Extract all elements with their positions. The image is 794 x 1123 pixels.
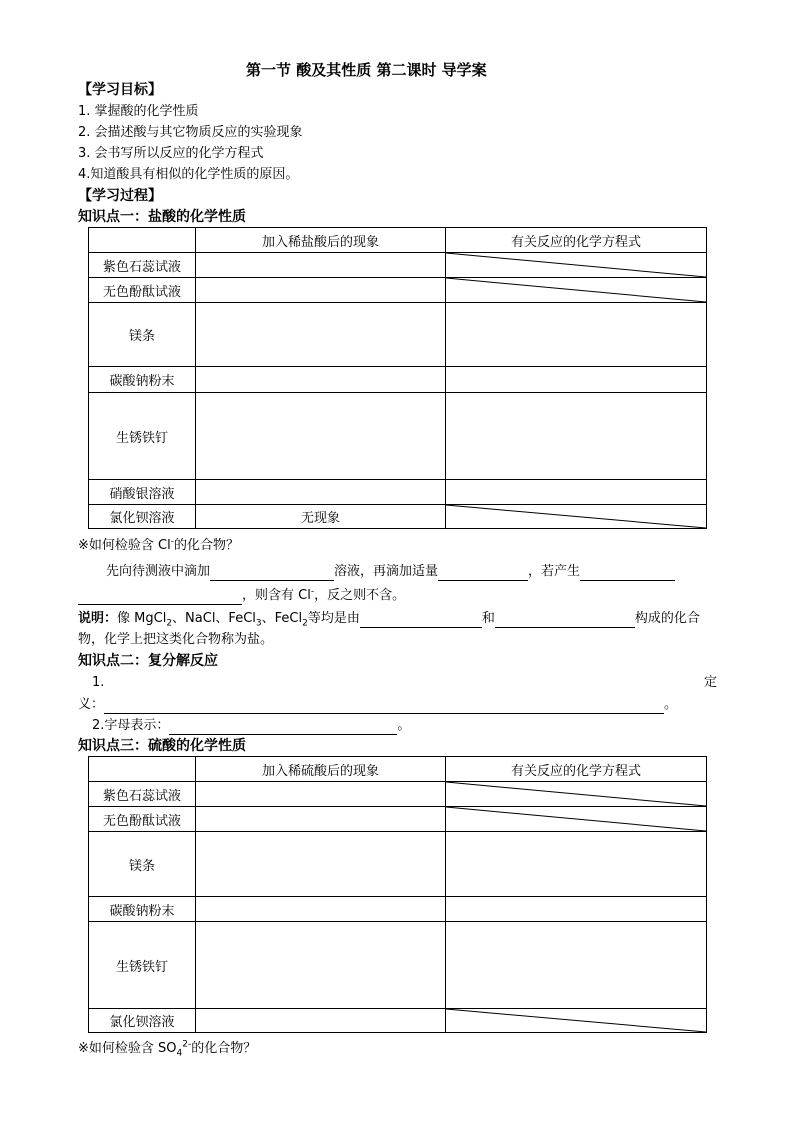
goal-item: 4.知道酸具有相似的化学性质的原因。 [78, 167, 299, 182]
equation-cell [446, 832, 707, 897]
fill-blank[interactable] [580, 566, 675, 581]
table-corner [89, 228, 196, 253]
kp3-title: 知识点三：硫酸的化学性质 [78, 738, 246, 754]
observation-cell [196, 303, 446, 367]
row-label: 碳酸钠粉末 [89, 897, 196, 922]
goal-item: 3. 会书写所以反应的化学方程式 [78, 146, 264, 161]
equation-cell [446, 393, 707, 480]
observation-cell [196, 480, 446, 505]
letter-representation: 2.字母表示： 。 [92, 718, 411, 733]
column-header: 加入稀硫酸后的现象 [196, 757, 446, 782]
column-header: 加入稀盐酸后的现象 [196, 228, 446, 253]
equation-cell [446, 480, 707, 505]
observation-cell [196, 278, 446, 303]
definition-char: 定 [704, 675, 718, 690]
row-label: 碳酸钠粉末 [89, 367, 196, 393]
observation-cell [196, 367, 446, 393]
fill-blank[interactable] [78, 590, 242, 605]
fill-blank[interactable] [210, 566, 334, 581]
row-label: 镁条 [89, 303, 196, 367]
equation-cell [446, 367, 707, 393]
row-label: 生锈铁钉 [89, 393, 196, 480]
observation-cell [196, 807, 446, 832]
cl-test-line2: ，则含有 Cl-，反之则不含。 [78, 587, 405, 605]
fill-blank[interactable] [360, 613, 482, 628]
row-label: 紫色石蕊试液 [89, 253, 196, 278]
process-header: 【学习过程】 [78, 188, 162, 204]
observation-cell [196, 832, 446, 897]
fill-blank[interactable] [438, 566, 528, 581]
cl-test-question: ※如何检验含 Cl-的化合物？ [78, 536, 239, 553]
observation-cell: 无现象 [196, 505, 446, 529]
row-label: 氯化钡溶液 [89, 505, 196, 529]
definition-number: 1. [92, 675, 105, 690]
column-header: 有关反应的化学方程式 [446, 228, 707, 253]
equation-cell [446, 897, 707, 922]
definition-line: 义： 。 [78, 697, 678, 712]
goals-header: 【学习目标】 [78, 82, 162, 98]
crossed-out-cell [446, 253, 707, 278]
crossed-out-cell [446, 1009, 707, 1033]
row-label: 无色酚酞试液 [89, 807, 196, 832]
crossed-out-cell [446, 782, 707, 807]
observation-cell [196, 922, 446, 1009]
row-label: 氯化钡溶液 [89, 1009, 196, 1033]
crossed-out-cell [446, 505, 707, 529]
salt-note-line1: 说明：像 MgCl$_2$、NaCl、FeCl$_3$、FeCl$_2$等均是由 和 构成的化合 [78, 611, 700, 629]
kp1-title: 知识点一：盐酸的化学性质 [78, 209, 246, 225]
crossed-out-cell [446, 807, 707, 832]
fill-blank[interactable] [169, 720, 397, 735]
observation-cell [196, 393, 446, 480]
kp2-title: 知识点二：复分解反应 [78, 653, 218, 669]
salt-note-line2: 物，化学上把这类化合物称为盐。 [78, 632, 274, 647]
observation-cell [196, 782, 446, 807]
row-label: 生锈铁钉 [89, 922, 196, 1009]
equation-cell [446, 922, 707, 1009]
row-label: 镁条 [89, 832, 196, 897]
hcl-table [88, 227, 707, 529]
fill-blank[interactable] [495, 613, 635, 628]
row-label: 紫色石蕊试液 [89, 782, 196, 807]
observation-cell [196, 1009, 446, 1033]
goal-item: 2. 会描述酸与其它物质反应的实验现象 [78, 125, 303, 140]
h2so4-table [88, 756, 707, 1033]
so4-test-question: ※如何检验含 $SO_4^{2-}$的化合物？ [78, 1039, 257, 1059]
cl-test-line1: 先向待测液中滴加 溶液，再滴加适量 ，若产生 [106, 563, 675, 581]
crossed-out-cell [446, 278, 707, 303]
observation-cell [196, 897, 446, 922]
column-header: 有关反应的化学方程式 [446, 757, 707, 782]
row-label: 无色酚酞试液 [89, 278, 196, 303]
page-title: 第一节 酸及其性质 第二课时 导学案 [246, 61, 487, 79]
table-corner [89, 757, 196, 782]
observation-cell [196, 253, 446, 278]
fill-blank[interactable] [104, 699, 664, 714]
goal-item: 1. 掌握酸的化学性质 [78, 104, 199, 119]
row-label: 硝酸银溶液 [89, 480, 196, 505]
equation-cell [446, 303, 707, 367]
